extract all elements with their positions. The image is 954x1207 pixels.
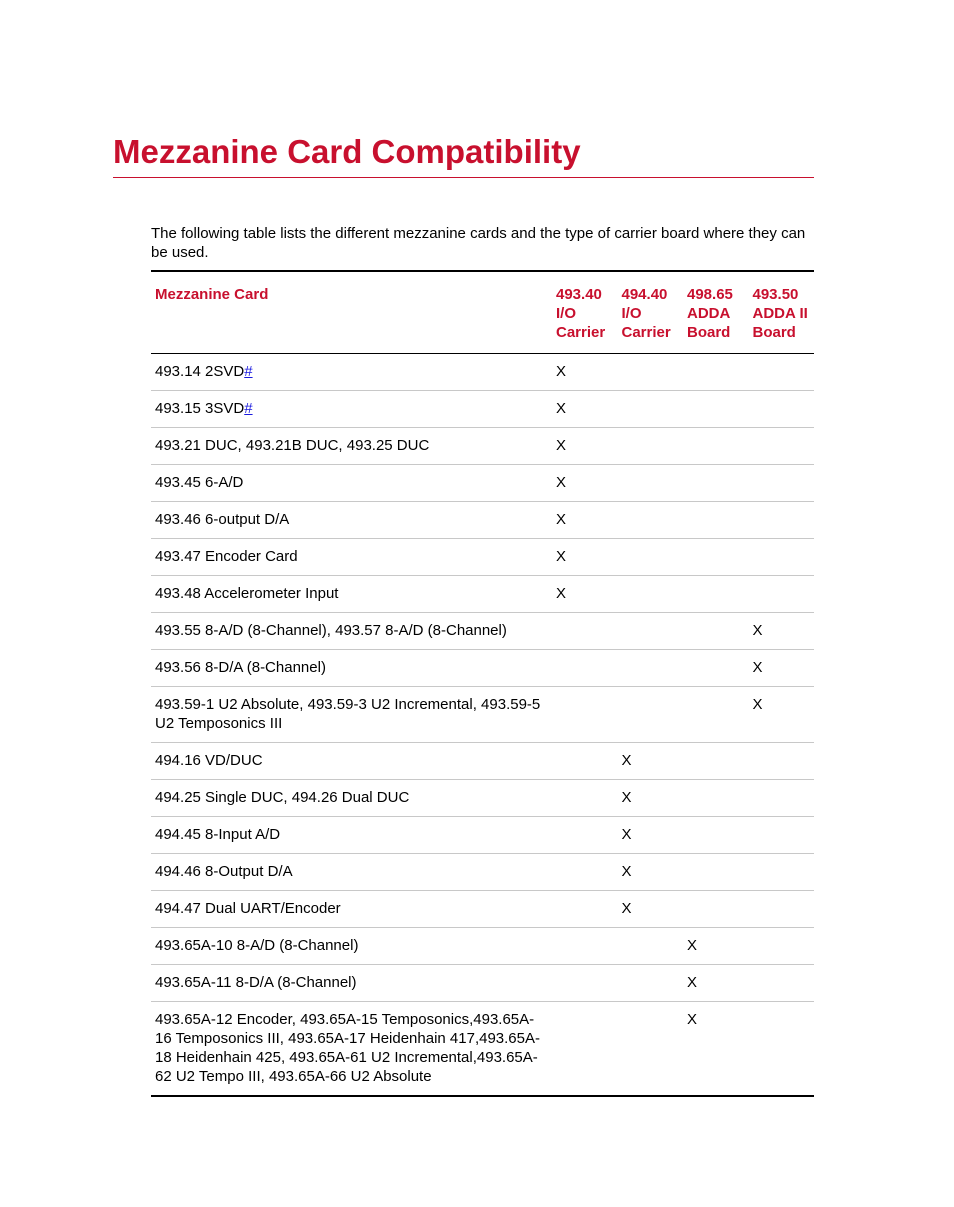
mark-494-40: X (618, 780, 684, 817)
card-name: 494.46 8-Output D/A (151, 854, 552, 891)
mark-493-50 (749, 465, 815, 502)
compatibility-table (151, 270, 814, 1097)
page-title: Mezzanine Card Compatibility (113, 133, 581, 170)
mark-498-65: X (683, 1002, 749, 1097)
table-row (151, 687, 814, 743)
mark-493-40 (552, 687, 618, 743)
mark-494-40 (618, 539, 684, 576)
table-row (151, 502, 814, 539)
table-row (151, 354, 814, 391)
mark-493-40 (552, 928, 618, 965)
card-name: 493.65A-10 8-A/D (8-Channel) (151, 928, 552, 965)
mark-493-50: X (749, 650, 815, 687)
mark-493-40: X (552, 391, 618, 428)
mark-498-65 (683, 391, 749, 428)
card-name: 493.21 DUC, 493.21B DUC, 493.25 DUC (151, 428, 552, 465)
table-body (151, 354, 814, 1097)
table-row (151, 891, 814, 928)
table-row (151, 854, 814, 891)
mark-493-40: X (552, 428, 618, 465)
mark-493-50 (749, 428, 815, 465)
mark-494-40: X (618, 743, 684, 780)
card-name: 494.16 VD/DUC (151, 743, 552, 780)
mark-493-40 (552, 1002, 618, 1097)
mark-493-50 (749, 354, 815, 391)
header-493-50-adda-ii-board: 493.50 ADDA II Board (749, 271, 815, 354)
mark-498-65 (683, 780, 749, 817)
table-row (151, 1002, 814, 1097)
mark-493-50: X (749, 687, 815, 743)
mark-498-65 (683, 613, 749, 650)
mark-494-40 (618, 502, 684, 539)
mark-493-40 (552, 965, 618, 1002)
card-name: 493.47 Encoder Card (151, 539, 552, 576)
card-name: 493.55 8-A/D (8-Channel), 493.57 8-A/D (8-Channel) (151, 613, 552, 650)
mark-494-40 (618, 613, 684, 650)
mark-493-40 (552, 650, 618, 687)
card-name: 493.65A-12 Encoder, 493.65A-15 Temposonics,493.65A-16 Temposonics III, 493.65A-17 Heidenhain 417,493.65A-18 Heidenhain 425, 493.65A-61 U2 Incremental,493.65A-62 U2 Tempo III, 493.65A-66 U2 Absolute (151, 1002, 552, 1097)
card-name: 493.46 6-output D/A (151, 502, 552, 539)
mark-494-40 (618, 576, 684, 613)
mark-498-65 (683, 539, 749, 576)
table-row (151, 817, 814, 854)
mark-498-65 (683, 576, 749, 613)
card-name: 493.15 3SVD (155, 400, 245, 417)
card-name-cell (151, 391, 552, 428)
mark-493-50 (749, 780, 815, 817)
header-498-65-adda-board: 498.65 ADDA Board (683, 271, 749, 354)
table-row (151, 465, 814, 502)
mark-498-65 (683, 428, 749, 465)
mark-493-50 (749, 539, 815, 576)
mark-493-50 (749, 965, 815, 1002)
mark-493-50 (749, 891, 815, 928)
mark-494-40 (618, 391, 684, 428)
card-name-cell (151, 354, 552, 391)
header-mezzanine-card: Mezzanine Card (151, 271, 552, 354)
header-494-40-io-carrier: 494.40 I/O Carrier (618, 271, 684, 354)
mark-493-40: X (552, 539, 618, 576)
mark-493-40 (552, 780, 618, 817)
mark-498-65: X (683, 928, 749, 965)
mark-493-40: X (552, 502, 618, 539)
mark-494-40 (618, 1002, 684, 1097)
mark-493-50 (749, 817, 815, 854)
mark-493-50 (749, 502, 815, 539)
mark-494-40 (618, 965, 684, 1002)
mark-493-40 (552, 613, 618, 650)
mark-493-50: X (749, 613, 815, 650)
mark-494-40 (618, 428, 684, 465)
mark-498-65 (683, 687, 749, 743)
card-name: 494.25 Single DUC, 494.26 Dual DUC (151, 780, 552, 817)
table-row (151, 428, 814, 465)
mark-493-40: X (552, 465, 618, 502)
mark-498-65 (683, 650, 749, 687)
table-row (151, 928, 814, 965)
mark-493-50 (749, 743, 815, 780)
table-row (151, 613, 814, 650)
mark-494-40 (618, 687, 684, 743)
table-row (151, 780, 814, 817)
card-name: 494.47 Dual UART/Encoder (151, 891, 552, 928)
card-name: 494.45 8-Input A/D (151, 817, 552, 854)
table-header-row (151, 271, 814, 354)
mark-498-65 (683, 465, 749, 502)
mark-498-65 (683, 502, 749, 539)
mark-493-50 (749, 391, 815, 428)
header-493-40-io-carrier: 493.40 I/O Carrier (552, 271, 618, 354)
mark-498-65 (683, 891, 749, 928)
card-name: 493.59-1 U2 Absolute, 493.59-3 U2 Incremental, 493.59-5 U2 Temposonics III (151, 687, 552, 743)
mark-494-40 (618, 650, 684, 687)
mark-493-40 (552, 743, 618, 780)
table-row (151, 539, 814, 576)
card-name: 493.14 2SVD (155, 363, 245, 380)
card-name: 493.45 6-A/D (151, 465, 552, 502)
mark-493-50 (749, 1002, 815, 1097)
cross-reference-link[interactable]: # (244, 363, 253, 380)
mark-493-40 (552, 854, 618, 891)
cross-reference-link[interactable]: # (244, 400, 253, 417)
mark-494-40 (618, 354, 684, 391)
card-name: 493.56 8-D/A (8-Channel) (151, 650, 552, 687)
table-row (151, 650, 814, 687)
mark-498-65 (683, 854, 749, 891)
mark-493-50 (749, 576, 815, 613)
mark-494-40 (618, 465, 684, 502)
mark-498-65 (683, 354, 749, 391)
mark-493-40 (552, 817, 618, 854)
card-name: 493.48 Accelerometer Input (151, 576, 552, 613)
mark-498-65 (683, 743, 749, 780)
mark-493-40: X (552, 354, 618, 391)
table-row (151, 391, 814, 428)
table-row (151, 576, 814, 613)
mark-493-40 (552, 891, 618, 928)
card-name: 493.65A-11 8-D/A (8-Channel) (151, 965, 552, 1002)
mark-498-65: X (683, 965, 749, 1002)
mark-493-40: X (552, 576, 618, 613)
mark-494-40: X (618, 891, 684, 928)
mark-494-40 (618, 928, 684, 965)
mark-494-40: X (618, 817, 684, 854)
intro-paragraph: The following table lists the different mezzanine cards and the type of carrier board where they can be used. (151, 225, 806, 261)
mark-493-50 (749, 854, 815, 891)
title-divider (113, 177, 814, 178)
mark-498-65 (683, 817, 749, 854)
mark-493-50 (749, 928, 815, 965)
table-row (151, 965, 814, 1002)
table-row (151, 743, 814, 780)
mark-494-40: X (618, 854, 684, 891)
